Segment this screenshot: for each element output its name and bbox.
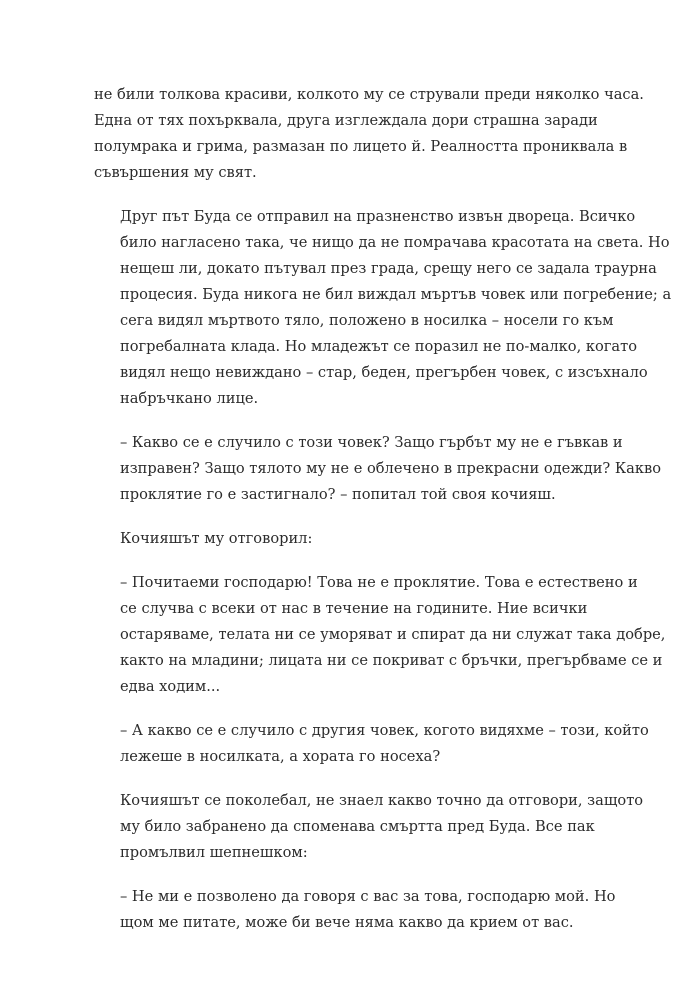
- text-line: набръчкано лице.: [120, 390, 259, 407]
- text-line: било нагласено така, че нищо да не помрачава красотата на света. Но: [120, 234, 670, 251]
- text-line: Друг път Буда се отправил на празненство извън двореца. Всичко: [120, 208, 636, 225]
- text-line: полумрака и грима, размазан по лицето й. Реалността прониквала в: [94, 138, 628, 155]
- text-line: Кочияшът му отговорил:: [120, 530, 313, 547]
- text-line: се случва с всеки от нас в течение на годините. Ние всички: [120, 600, 588, 617]
- text-line: проклятие го е застигнало? – попитал той своя кочияш.: [120, 486, 556, 503]
- paragraph-1: [94, 82, 644, 186]
- paragraph-8: [94, 884, 616, 936]
- text-line: му било забранено да споменава смъртта пред Буда. Все пак: [120, 818, 595, 835]
- text-line: – А какво се е случило с другия човек, когото видяхме – този, който: [120, 722, 649, 739]
- text-line: изправен? Защо тялото му не е облечено в прекрасни одежди? Какво: [120, 460, 662, 477]
- text-line: погребалната клада. Но младежът се поразил не по-малко, когато: [120, 338, 637, 355]
- text-line: едва ходим...: [120, 678, 221, 695]
- book-page-text: [94, 82, 672, 954]
- paragraph-4: [94, 526, 612, 552]
- text-line: не били толкова красиви, колкото му се стрували преди няколко часа.: [94, 86, 644, 103]
- paragraph-5: [94, 570, 666, 700]
- text-line: остаряваме, телата ни се уморяват и спират да ни служат така добре,: [120, 626, 666, 643]
- text-line: – Не ми е позволено да говоря с вас за това, господарю мой. Но: [120, 888, 616, 905]
- paragraph-6: [94, 718, 649, 770]
- text-line: съвършения му свят.: [94, 164, 257, 181]
- text-line: видял нещо невиждано – стар, беден, прегърбен човек, с изсъхнало: [120, 364, 648, 381]
- text-line: Кочияшът се поколебал, не знаел какво точно да отговори, защото: [120, 792, 644, 809]
- text-line: – Какво се е случило с този човек? Защо гърбът му не е гъвкав и: [120, 434, 623, 451]
- paragraph-3: [94, 430, 662, 508]
- paragraph-7: [94, 788, 644, 866]
- text-line: процесия. Буда никога не бил виждал мъртъв човек или погребение; а: [120, 286, 672, 303]
- text-line: – Почитаеми господарю! Това не е проклятие. Това е естествено и: [120, 574, 638, 591]
- text-line: сега видял мъртвото тяло, положено в носилка – носели го към: [120, 312, 614, 329]
- text-line: Една от тях похърквала, друга изглеждала дори страшна заради: [94, 112, 598, 129]
- text-line: промълвил шепнешком:: [120, 844, 308, 861]
- paragraph-2: [94, 204, 672, 412]
- text-line: щом ме питате, може би вече няма какво да крием от вас.: [120, 914, 574, 931]
- text-line: лежеше в носилката, а хората го носеха?: [120, 748, 441, 765]
- text-line: нещеш ли, докато пътувал през града, срещу него се задала траурна: [120, 260, 657, 277]
- text-line: както на младини; лицата ни се покриват с бръчки, прегърбваме се и: [120, 652, 663, 669]
